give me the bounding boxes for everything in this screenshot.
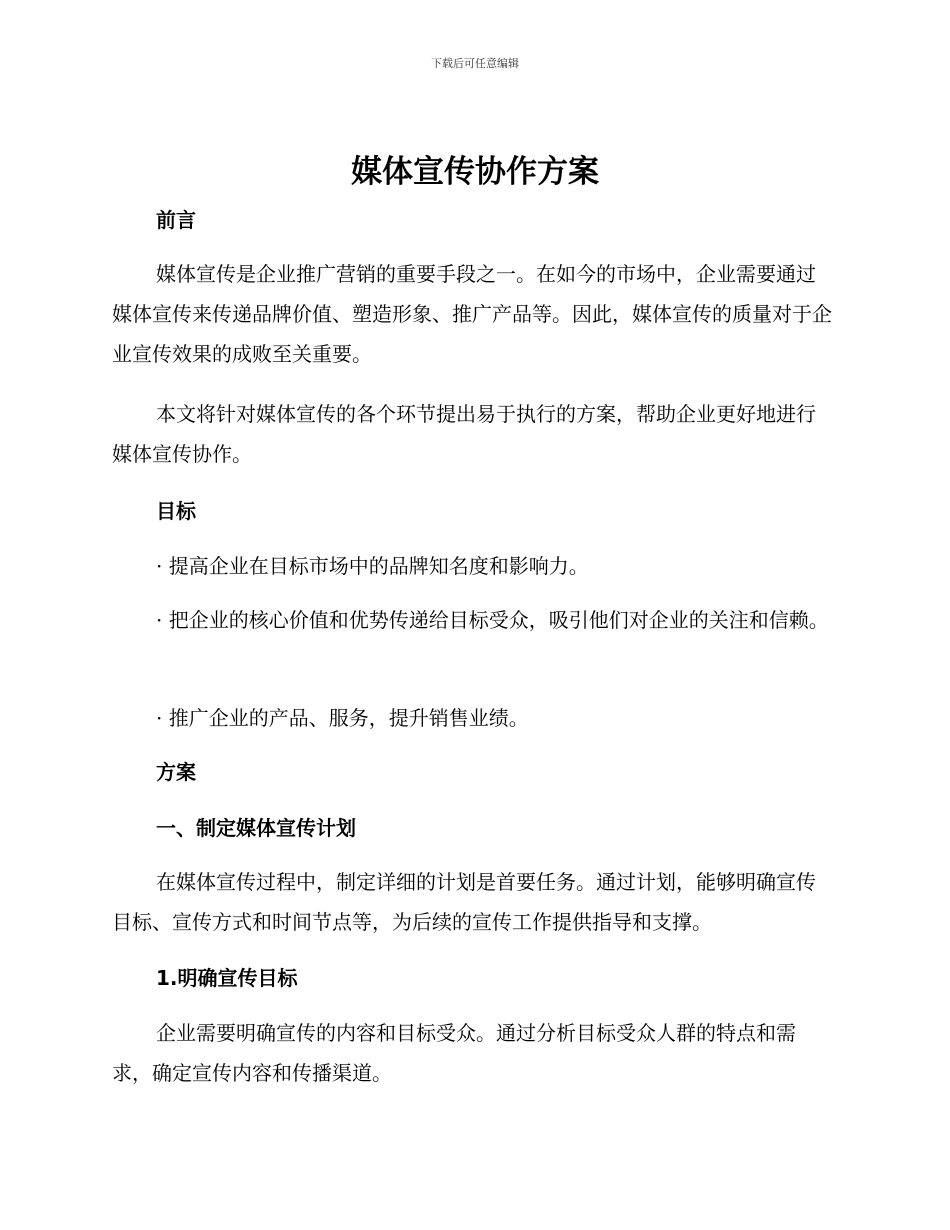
paragraph-plan-1-1: 企业需要明确宣传的内容和目标受众。通过分析目标受众人群的特点和需求，确定宣传内容和传播渠道。 [112,1021,796,1085]
subsection-heading-plan-1: 一、制定媒体宣传计划 [156,816,356,840]
paragraph-preface-2: 本文将针对媒体宣传的各个环节提出易于执行的方案，帮助企业更好地进行媒体宣传协作。 [112,402,816,466]
header-note: 下载后可任意编辑 [431,57,519,70]
section-heading-preface: 前言 [156,208,196,232]
section-heading-plan: 方案 [156,760,196,784]
goal-item: · 提高企业在目标市场中的品牌知名度和影响力。 [156,554,589,578]
item-heading-plan-1-1: 1.明确宣传目标 [156,966,298,990]
paragraph-preface-1: 媒体宣传是企业推广营销的重要手段之一。在如今的市场中，企业需要通过媒体宣传来传递品牌价值、塑造形象、推广产品等。因此，媒体宣传的质量对于企业宣传效果的成败至关重要。 [112,262,832,366]
section-heading-goals: 目标 [156,499,196,523]
paragraph-plan-1: 在媒体宣传过程中，制定详细的计划是首要任务。通过计划，能够明确宣传目标、宣传方式和时间节点等，为后续的宣传工作提供指导和支撑。 [112,870,816,934]
goal-item: · 把企业的核心价值和优势传递给目标受众，吸引他们对企业的关注和信赖。 [156,608,829,632]
goal-item: · 推广企业的产品、服务，提升销售业绩。 [156,706,529,730]
document-title: 媒体宣传协作方案 [351,154,599,190]
